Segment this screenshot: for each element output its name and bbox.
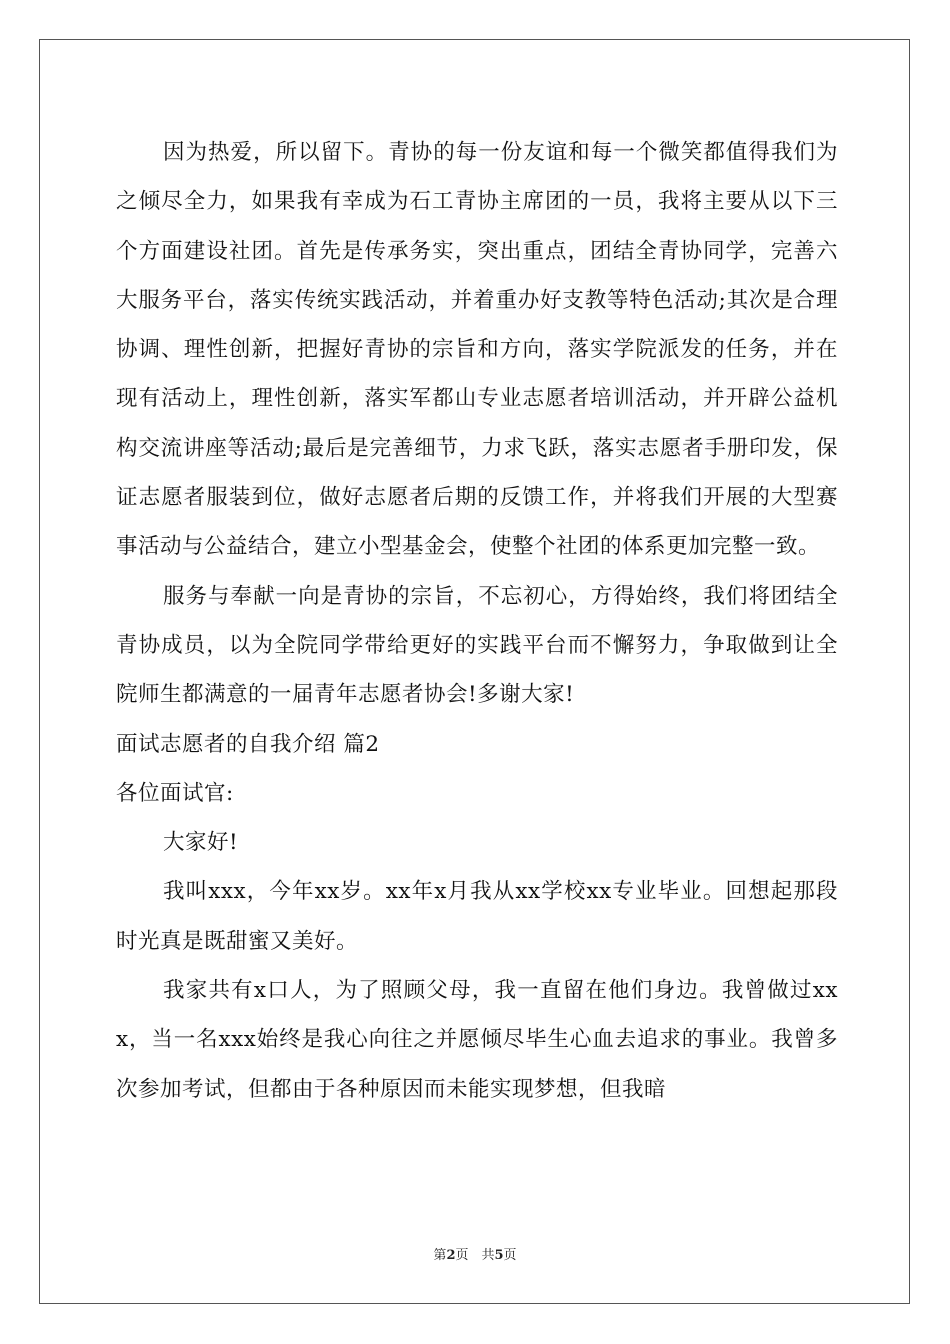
page-total: 5 (494, 1248, 504, 1263)
page-prefix: 第 (433, 1248, 447, 1263)
page-footer (0, 1247, 950, 1265)
page-suffix: 页 (503, 1248, 517, 1263)
page-mid: 页 共 (455, 1248, 495, 1263)
paragraph-3: 我叫xxx，今年xx岁。xx年x月我从xx学校xx专业毕业。回想起那段时光真是既甜蜜又美好。 (116, 879, 838, 954)
paragraph-4: 我家共有x口人，为了照顾父母，我一直留在他们身边。我曾做过xxx，当一名xxx始终是我心向往之并愿倾尽毕生心血去追求的事业。我曾多次参加考试，但都由于各种原因而未能实现梦想，但我暗 (116, 978, 838, 1102)
salutation: 各位面试官: (116, 780, 234, 806)
document-body (116, 128, 838, 1114)
paragraph-1: 因为热爱，所以留下。青协的每一份友谊和每一个微笑都值得我们为之倾尽全力，如果我有幸成为石工青协主席团的一员，我将主要从以下三个方面建设社团。首先是传承务实，突出重点，团结全青协同学，完善六大服务平台，落实传统实践活动，并着重办好支教等特色活动;其次是合理协调、理性创新，把握好青协的宗旨和方向，落实学院派发的任务，并在现有活动上，理性创新，落实军都山专业志愿者培训活动，并开辟公益机构交流讲座等活动;最后是完善细节，力求飞跃，落实志愿者手册印发，保证志愿者服装到位，做好志愿者后期的反馈工作，并将我们开展的大型赛事活动与公益结合，建立小型基金会，使整个社团的体系更加完整一致。 (116, 140, 838, 560)
greeting: 大家好! (163, 830, 239, 856)
page-current: 2 (446, 1248, 456, 1263)
paragraph-2: 服务与奉献一向是青协的宗旨，不忘初心，方得始终，我们将团结全青协成员，以为全院同学带给更好的实践平台而不懈努力，争取做到让全院师生都满意的一届青年志愿者协会!多谢大家! (116, 583, 838, 708)
section-title: 面试志愿者的自我介绍 篇2 (116, 731, 380, 757)
